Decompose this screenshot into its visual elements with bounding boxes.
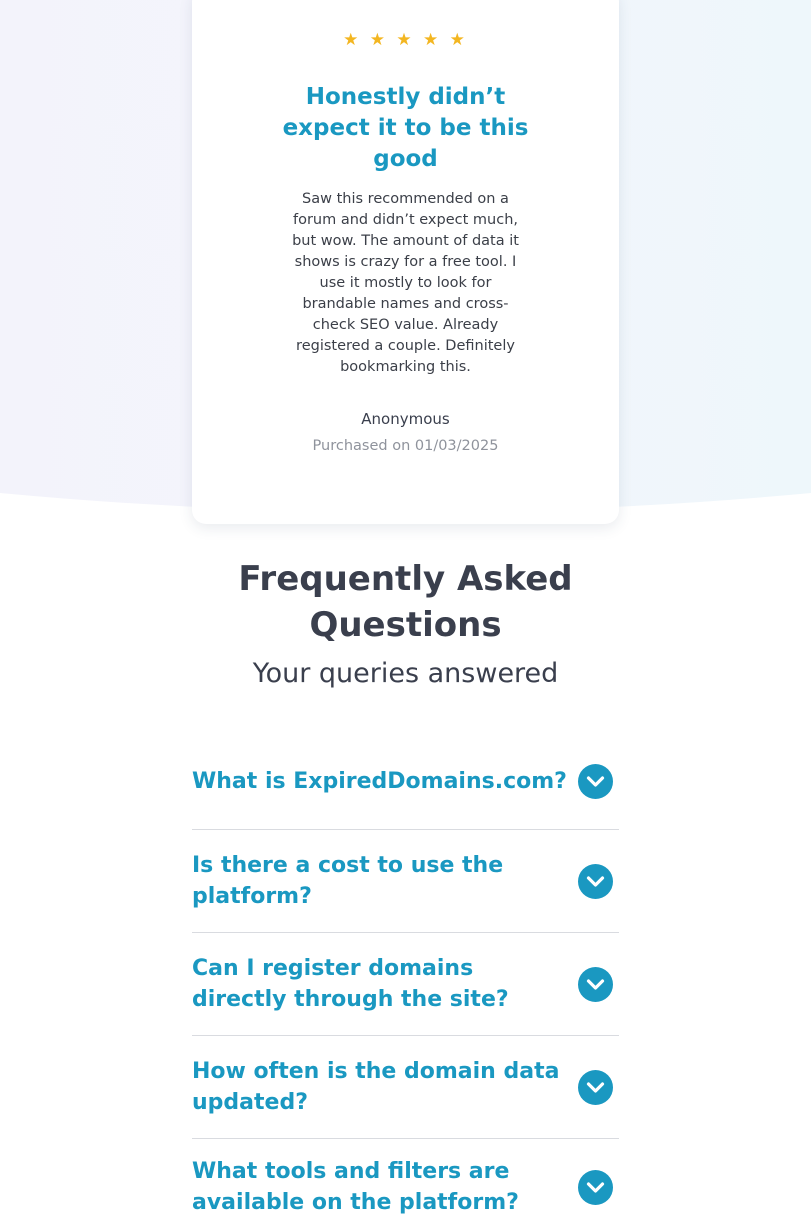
star-rating: ★ ★ ★ ★ ★ <box>343 30 468 50</box>
chevron-down-icon[interactable] <box>578 1170 613 1205</box>
faq-list <box>192 734 619 1228</box>
chevron-down-icon[interactable] <box>578 967 613 1002</box>
review-text: Saw this recommended on a forum and didn’t expect much, but wow. The amount of data it shows is crazy for a free tool. I use it mostly to look for brandable names and cross-check SEO value. Already registered a couple. Definitely bookmarking this. <box>292 191 519 375</box>
faq-title: Frequently Asked Questions <box>238 559 573 645</box>
faq-question: Can I register domains directly through the site? <box>192 956 509 1012</box>
reviewer-name: Anonymous <box>361 410 450 428</box>
faq-question: What is ExpiredDomains.com? <box>192 769 567 794</box>
purchase-date: Purchased on 01/03/2025 <box>312 438 499 454</box>
faq-item-cost[interactable] <box>192 830 619 933</box>
faq-question: How often is the domain data updated? <box>192 1059 560 1115</box>
faq-item-tools-filters[interactable] <box>192 1139 619 1228</box>
review-title: Honestly didn’t expect it to be this good <box>282 84 529 172</box>
faq-item-register[interactable] <box>192 933 619 1036</box>
faq-item-update-frequency[interactable] <box>192 1036 619 1139</box>
chevron-down-icon[interactable] <box>578 1070 613 1105</box>
chevron-down-icon[interactable] <box>578 864 613 899</box>
chevron-down-icon[interactable] <box>578 764 613 799</box>
faq-item-what-is[interactable] <box>192 734 619 830</box>
review-card <box>192 0 619 524</box>
faq-question: Is there a cost to use the platform? <box>192 853 504 909</box>
faq-question: What tools and filters are available on the platform? <box>192 1159 519 1215</box>
faq-subtitle: Your queries answered <box>252 658 559 689</box>
